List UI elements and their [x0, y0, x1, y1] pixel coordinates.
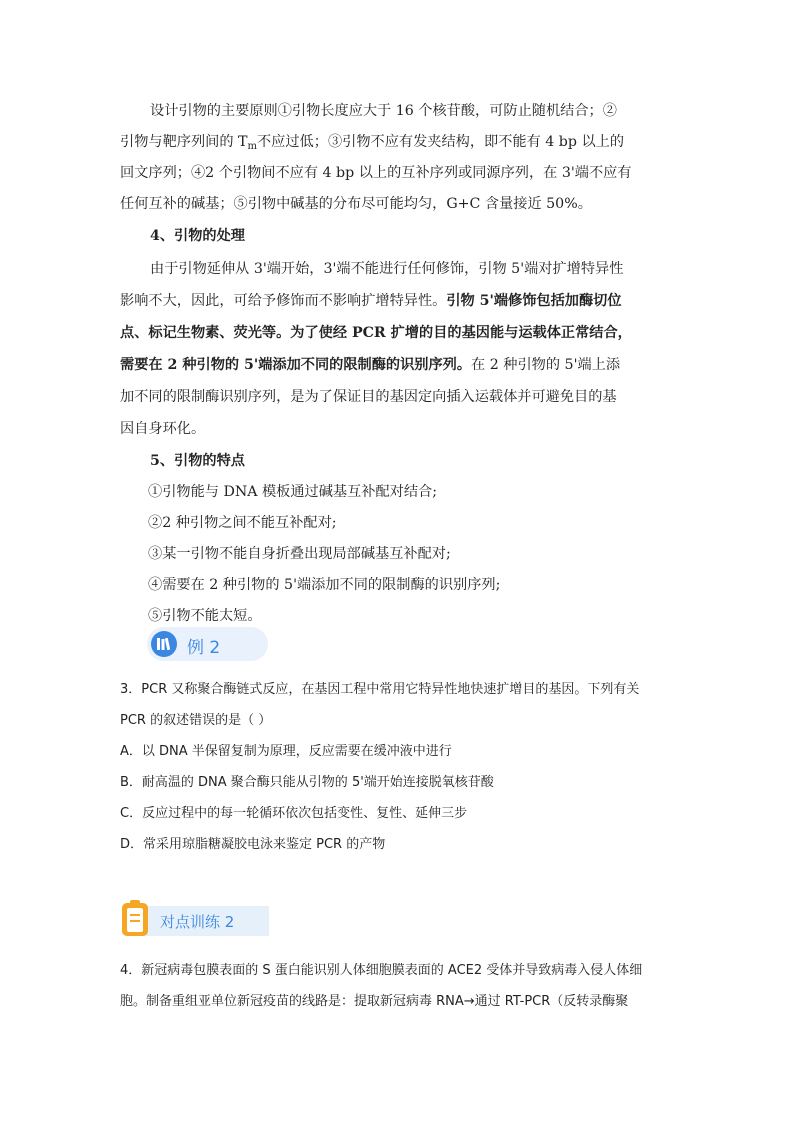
question-4-line-2: 胞。制备重组亚单位新冠疫苗的线路是：提取新冠病毒 RNA→通过 RT-PCR（反转录酶聚	[120, 994, 629, 1009]
tm-subscript: m	[247, 141, 257, 152]
question-3-stem-2: PCR 的叙述错误的是（ ）	[120, 713, 272, 728]
question-4-line-1: 4．新冠病毒包膜表面的 S 蛋白能识别人体细胞膜表面的 ACE2 受体并导致病毒入侵人体细	[120, 963, 643, 978]
principle-item-3-end: 回文序列	[120, 165, 177, 181]
question-3-option-a[interactable]: A．以 DNA 半保留复制为原理，反应需要在缓冲液中进行	[120, 744, 452, 759]
section-5-heading: 5、引物的特点	[150, 453, 245, 469]
principle-line-3: 回文序列；④2 个引物间不应有 4 bp 以上的互补序列或同源序列，在 3'端不应有	[120, 165, 632, 181]
principle-line-1: 设计引物的主要原则①引物长度应大于 16 个核苷酸，可防止随机结合；②	[150, 103, 617, 119]
section-4-line-2-bold: 引物 5'端修饰包括加酶切位	[446, 293, 622, 309]
feature-item-3: ③某一引物不能自身折叠出现局部碱基互补配对;	[148, 546, 451, 562]
principle-item-2-end: 不应过低	[256, 134, 314, 150]
principle-line-2: 引物与靶序列间的 $T_m$不应过低；③引物不应有发夹结构，即不能有 4 bp 以上的	[120, 134, 625, 152]
feature-item-5: ⑤引物不能太短。	[148, 608, 262, 624]
section-4-line-4-plain: 在 2 种引物的 5'端上添	[471, 357, 621, 373]
section-4-line-4	[120, 354, 620, 374]
example-badge	[147, 627, 268, 661]
principle-intro: 设计引物的主要原则	[150, 103, 278, 119]
section-4-line-6: 因自身环化。	[120, 421, 206, 437]
section-4-heading: 4、引物的处理	[150, 228, 245, 244]
section-4-line-4-bold: 需要在 2 种引物的 5'端添加不同的限制酶的识别序列。	[120, 357, 472, 373]
feature-item-4: ④需要在 2 种引物的 5'端添加不同的限制酶的识别序列;	[148, 577, 501, 593]
training-label: 对点训练 2	[160, 913, 235, 931]
feature-item-2: ②2 种引物之间不能互补配对;	[148, 515, 337, 531]
books-icon	[151, 631, 177, 657]
principle-item-2: 引物与靶序列间的 T	[120, 134, 248, 150]
question-3-option-c[interactable]: C．反应过程中的每一轮循环依次包括变性、复性、延伸三步	[120, 806, 468, 821]
section-4-line-2	[120, 290, 622, 310]
principle-item-4: ④2 个引物间不应有 4 bp 以上的互补序列或同源序列，在 3'端不应有	[190, 165, 632, 181]
principle-item-3: ③引物不应有发夹结构，即不能有 4 bp 以上的	[327, 134, 625, 150]
feature-item-1: ①引物能与 DNA 模板通过碱基互补配对结合;	[148, 484, 438, 500]
clipboard-icon	[120, 898, 152, 938]
section-4-line-3: 点、标记生物素、荧光等。为了使经 PCR 扩增的目的基因能与运载体正常结合，	[120, 325, 632, 341]
question-3-stem-1: 3．PCR 又称聚合酶链式反应，在基因工程中常用它特异性地快速扩增目的基因。下列有关	[120, 682, 640, 697]
question-3-option-b[interactable]: B．耐高温的 DNA 聚合酶只能从引物的 5'端开始连接脱氧核苷酸	[120, 775, 494, 790]
training-badge	[120, 898, 270, 938]
example-label: 例 2	[187, 638, 221, 658]
section-4-line-1: 由于引物延伸从 3'端开始，3'端不能进行任何修饰，引物 5'端对扩增特异性	[150, 261, 624, 277]
section-4-line-5: 加不同的限制酶识别序列，是为了保证目的基因定向插入运载体并可避免目的基	[120, 389, 617, 405]
question-3-option-d[interactable]: D．常采用琼脂糖凝胶电泳来鉴定 PCR 的产物	[120, 837, 386, 852]
principle-item-1: ①引物长度应大于 16 个核苷酸，可防止随机结合	[277, 103, 589, 119]
principle-line-4: 任何互补的碱基；⑤引物中碱基的分布尽可能均匀，G+C 含量接近 50%。	[120, 196, 592, 212]
section-4-line-2-plain: 影响不大，因此，可给予修饰而不影响扩增特异性。	[120, 293, 447, 309]
principle-item-2-marker: ②	[602, 103, 617, 119]
